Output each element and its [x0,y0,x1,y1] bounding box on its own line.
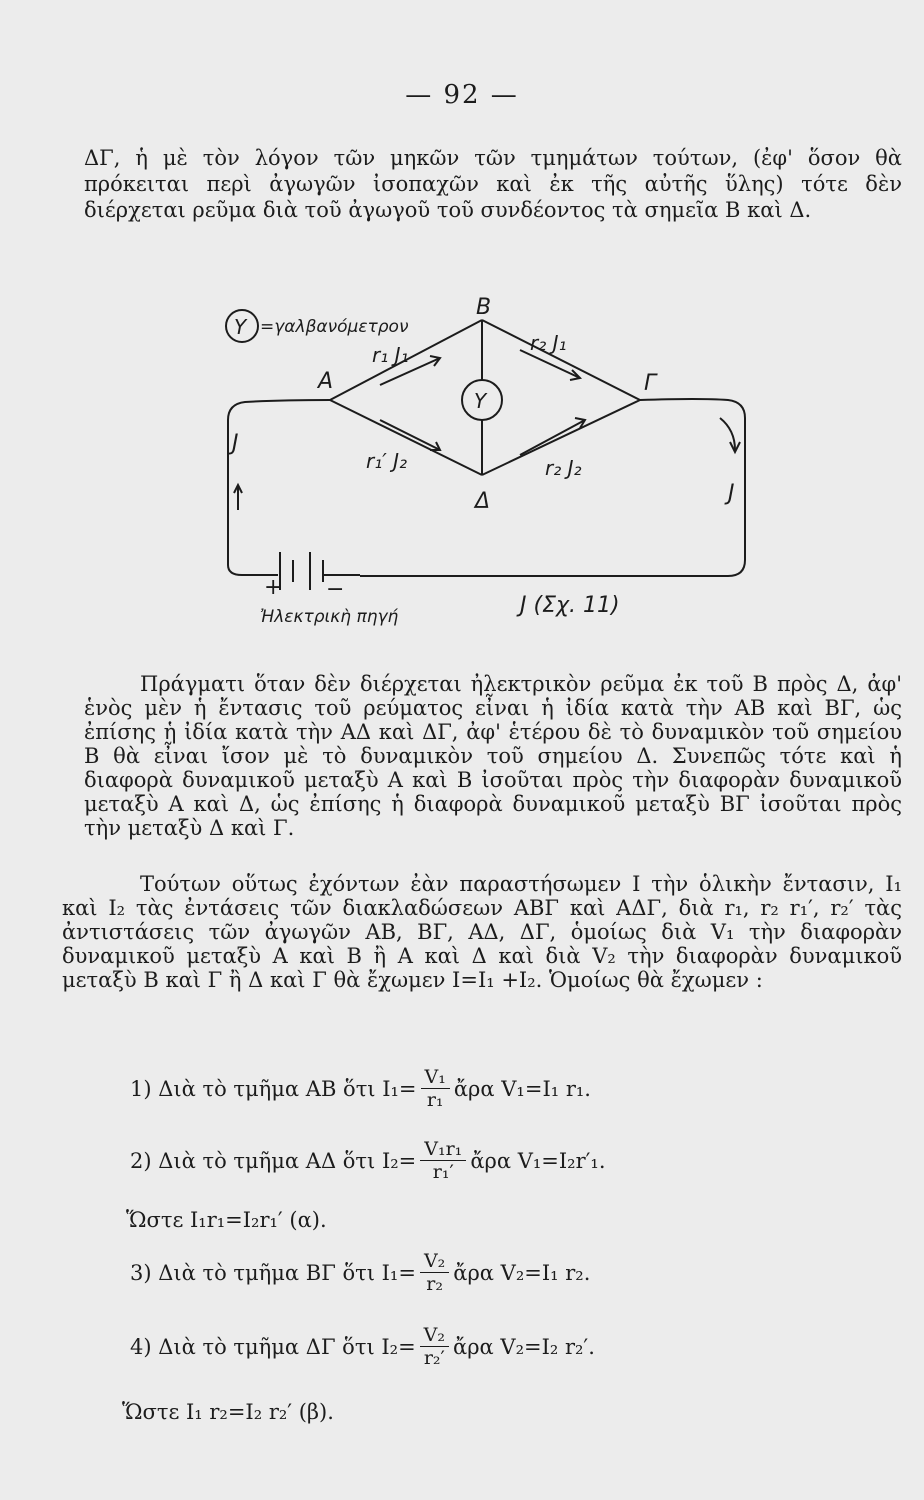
battery-plus: + [264,575,283,600]
equation-3 [130,1250,590,1295]
source-label: Ἠλεκτρικὴ πηγή [260,607,399,627]
label-r1p-I2: r₁′ J₂ [366,449,408,473]
eq1-denominator: r₁ [426,1089,444,1111]
node-B-label: B [476,295,492,320]
legend-text: =γαλβανόμετρον [260,317,409,337]
result-a: Ὥστε Ι₁r₁=Ι₂r₁′ (α). [126,1208,327,1232]
label-r2-I1: r₂ J₁ [530,331,567,355]
paragraph-3: Τούτων οὕτως ἐχόντων ἐὰν παραστήσωμεν Ι τὴν ὁλικὴν ἔντασιν, Ι₁ καὶ Ι₂ τὰς ἐντάσεις τῶν διακλαδώσεων ΑΒΓ καὶ ΑΔΓ, διὰ r₁, r₂ r₁′, r₂′ τὰς ἀντιστάσεις τῶν ἀγωγῶν ΑΒ, ΒΓ, ΑΔ, ΔΓ, ὁμοίως διὰ V₁ τὴν διαφορὰν δυναμικοῦ μεταξὺ Α καὶ Β ἢ Α καὶ Δ καὶ διὰ V₂ τὴν διαφορὰν δυναμικοῦ μεταξὺ Β καὶ Γ ἢ Δ καὶ Γ θὰ ἔχωμεν Ι=Ι₁ +Ι₂. Ὁμοίως θὰ ἔχωμεν : [62,872,902,992]
eq3-tail: ἄρα V₂=Ι₁ r₂. [453,1260,591,1285]
eq2-tail: ἄρα V₁=Ι₂r′₁. [470,1148,606,1173]
galvanometer-symbol: Υ [474,389,487,413]
eq1-numerator: V₁ [421,1066,450,1089]
eq4-tail: ἄρα V₂=Ι₂ r₂′. [453,1334,595,1359]
eq2-numerator: V₁r₁ [420,1138,466,1161]
eq2-fraction [420,1138,466,1183]
arrow-AD [380,420,440,450]
node-G-label: Γ [644,371,657,396]
eq4-denominator: r₂′ [423,1347,445,1369]
page-number: — 92 — [405,80,519,110]
eq1-tail: ἄρα V₁=Ι₁ r₁. [453,1076,591,1101]
label-r1-I1: r₁ J₁ [372,343,409,367]
arrow-DG [520,420,585,455]
eq3-denominator: r₂ [426,1273,443,1295]
circuit-figure [200,290,800,650]
node-D-label: Δ [475,489,491,514]
eq1-fraction [421,1066,450,1111]
equation-4 [130,1324,595,1369]
eq4-numerator: V₂ [420,1324,449,1347]
equation-2 [130,1138,606,1183]
label-r2p-I2: r₂ J₂ [545,456,582,480]
arrow-right-down [720,418,735,450]
eq3-lead: 3) Διὰ τὸ τμῆμα ΒΓ ὅτι Ι₁= [130,1260,416,1285]
right-wire [360,399,745,576]
wheatstone-bridge-diagram [200,290,800,650]
eq1-lead: 1) Διὰ τὸ τμῆμα ΑΒ ὅτι Ι₁= [130,1076,417,1101]
battery-minus: − [326,577,345,602]
label-I-bottom: J (Σχ. 11) [520,593,620,618]
eq2-lead: 2) Διὰ τὸ τμῆμα ΑΔ ὅτι Ι₂= [130,1148,417,1173]
eq2-denominator: r₁′ [432,1161,454,1183]
intro-paragraph: ΔΓ, ἡ μὲ τὸν λόγον τῶν μηκῶν τῶν τμημάτων τούτων, (ἐφ' ὅσον θὰ πρόκειται περὶ ἀγωγῶν ἰσοπαχῶν καὶ ἐκ τῆς αὐτῆς ὕλης) τότε δὲν διέρχεται ρεῦμα διὰ τοῦ ἀγωγοῦ τοῦ συνδέοντος τὰ σημεῖα Β καὶ Δ. [84,146,902,222]
eq4-lead: 4) Διὰ τὸ τμῆμα ΔΓ ὅτι Ι₂= [130,1334,416,1359]
eq3-numerator: V₂ [420,1250,449,1273]
legend-galvanometer-symbol: Υ [234,315,247,339]
equation-1 [130,1066,591,1111]
left-wire [228,400,330,575]
label-I-left: J [232,431,239,456]
paragraph-2: Πράγματι ὅταν δὲν διέρχεται ἠλεκτρικὸν ρεῦμα ἐκ τοῦ Β πρὸς Δ, ἀφ' ἑνὸς μὲν ἡ ἔντασις τοῦ ρεύματος εἶναι ἡ ἰδία κατὰ τὴν ΑΒ καὶ ΒΓ, ὡς ἐπίσης ἡ ἰδία κατὰ τὴν ΑΔ καὶ ΔΓ, ἀφ' ἑτέρου δὲ τὸ δυναμικὸν τοῦ σημείου Β θὰ εἶναι ἴσον μὲ τὸ δυναμικὸν τοῦ σημείου Δ. Συνεπῶς τότε καὶ ἡ διαφορὰ δυναμικοῦ μεταξὺ Α καὶ Β ἰσοῦται πρὸς τὴν διαφορὰν δυναμικοῦ μεταξὺ Α καὶ Δ, ὡς ἐπίσης ἡ διαφορὰ δυναμικοῦ μεταξὺ ΒΓ ἰσοῦται πρὸς τὴν μεταξὺ Δ καὶ Γ. [84,672,902,840]
eq3-fraction [420,1250,449,1295]
eq4-fraction [420,1324,449,1369]
node-A-label: A [318,369,334,394]
result-b: Ὥστε Ι₁ r₂=Ι₂ r₂′ (β). [122,1400,334,1424]
label-I-right: J [728,481,735,506]
